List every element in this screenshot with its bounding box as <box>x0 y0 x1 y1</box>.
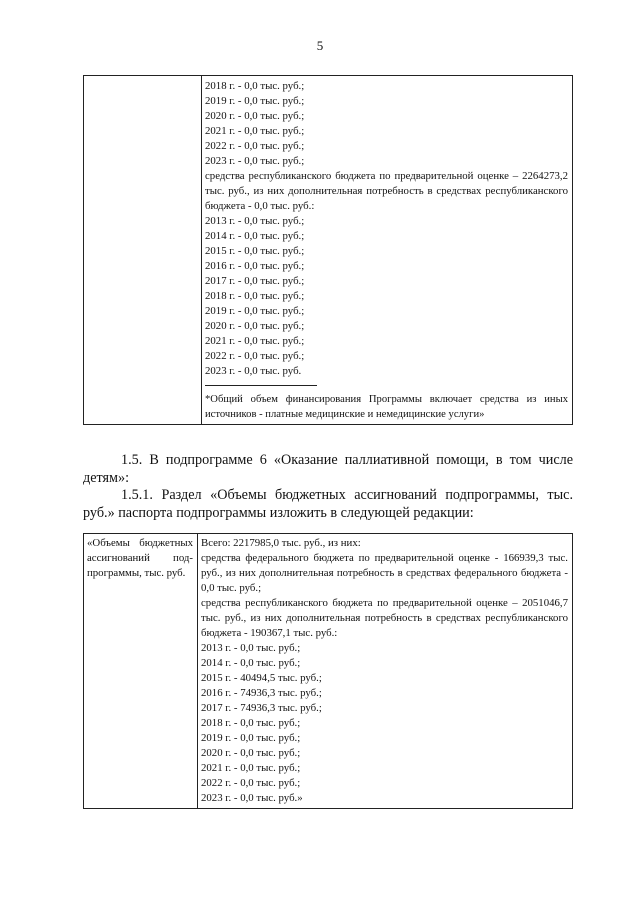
total-line: Всего: 2217985,0 тыс. руб., из них: <box>201 537 361 549</box>
year-line: 2020 г. - 0,0 тыс. руб.; <box>201 747 301 759</box>
year-line: 2016 г. - 0,0 тыс. руб.; <box>205 260 305 272</box>
year-line: 2022 г. - 0,0 тыс. руб.; <box>201 777 301 789</box>
table-right-cell <box>198 534 573 809</box>
page-number: 5 <box>316 38 324 53</box>
table-row <box>84 76 573 425</box>
year-line: 2016 г. - 74936,3 тыс. руб.; <box>201 687 322 699</box>
year-line: 2015 г. - 40494,5 тыс. руб.; <box>201 672 322 684</box>
year-line: 2022 г. - 0,0 тыс. руб.; <box>205 140 305 152</box>
republic-budget-paragraph: средства республиканского бюджета по предварительной оценке – 2051046,7 тыс. руб., из них дополнительная потребность в средствах республиканского бюджета - 190367,1 тыс. руб.: <box>201 597 568 639</box>
year-line: 2021 г. - 0,0 тыс. руб.; <box>205 335 305 347</box>
year-line: 2023 г. - 0,0 тыс. руб.» <box>201 792 303 804</box>
table-right-cell <box>202 76 573 425</box>
republic-budget-paragraph: средства республиканского бюджета по предварительной оценке – 2264273,2 тыс. руб., из них дополнительная потребность в средствах республиканского бюджета - 0,0 тыс. руб.: <box>205 170 568 212</box>
year-line: 2014 г. - 0,0 тыс. руб.; <box>201 657 301 669</box>
footnote-divider <box>205 385 317 386</box>
table-left-cell <box>84 76 202 425</box>
year-line: 2018 г. - 0,0 тыс. руб.; <box>205 80 305 92</box>
year-line: 2014 г. - 0,0 тыс. руб.; <box>205 230 305 242</box>
year-line: 2020 г. - 0,0 тыс. руб.; <box>205 110 305 122</box>
year-line: 2013 г. - 0,0 тыс. руб.; <box>205 215 305 227</box>
paragraph-subprogram-6: 1.5. В подпрограмме 6 «Оказание паллиативной помощи, в том числе детям»: <box>83 452 573 486</box>
federal-budget-paragraph: средства федерального бюджета по предварительной оценке - 166939,3 тыс. руб., из них дополнительная потребность в средствах федерального бюджета - 0,0 тыс. руб.; <box>201 552 568 594</box>
year-line: 2015 г. - 0,0 тыс. руб.; <box>205 245 305 257</box>
table-left-cell: «Объемы бюджетных ассигнований под-программы, тыс. руб. <box>84 534 198 809</box>
year-line: 2021 г. - 0,0 тыс. руб.; <box>201 762 301 774</box>
year-line: 2019 г. - 0,0 тыс. руб.; <box>205 95 305 107</box>
footnote: *Общий объем финансирования Программы включает средства из иных источников - платные медицинские и немедицинские услуги» <box>205 394 568 420</box>
year-line: 2019 г. - 0,0 тыс. руб.; <box>205 305 305 317</box>
year-line: 2021 г. - 0,0 тыс. руб.; <box>205 125 305 137</box>
year-line: 2013 г. - 0,0 тыс. руб.; <box>201 642 301 654</box>
paragraph-section-edit: 1.5.1. Раздел «Объемы бюджетных ассигнований подпрограммы, тыс. руб.» паспорта подпрограммы изложить в следующей редакции: <box>83 487 573 521</box>
year-line: 2018 г. - 0,0 тыс. руб.; <box>201 717 301 729</box>
table-row <box>84 534 573 809</box>
year-line: 2020 г. - 0,0 тыс. руб.; <box>205 320 305 332</box>
budget-allocations-table <box>83 533 573 809</box>
year-line: 2022 г. - 0,0 тыс. руб.; <box>205 350 305 362</box>
year-line: 2017 г. - 0,0 тыс. руб.; <box>205 275 305 287</box>
year-line: 2018 г. - 0,0 тыс. руб.; <box>205 290 305 302</box>
financing-table-continued <box>83 75 573 425</box>
year-line: 2017 г. - 74936,3 тыс. руб.; <box>201 702 322 714</box>
year-line: 2023 г. - 0,0 тыс. руб.; <box>205 155 305 167</box>
year-line: 2023 г. - 0,0 тыс. руб. <box>205 365 302 377</box>
year-line: 2019 г. - 0,0 тыс. руб.; <box>201 732 301 744</box>
